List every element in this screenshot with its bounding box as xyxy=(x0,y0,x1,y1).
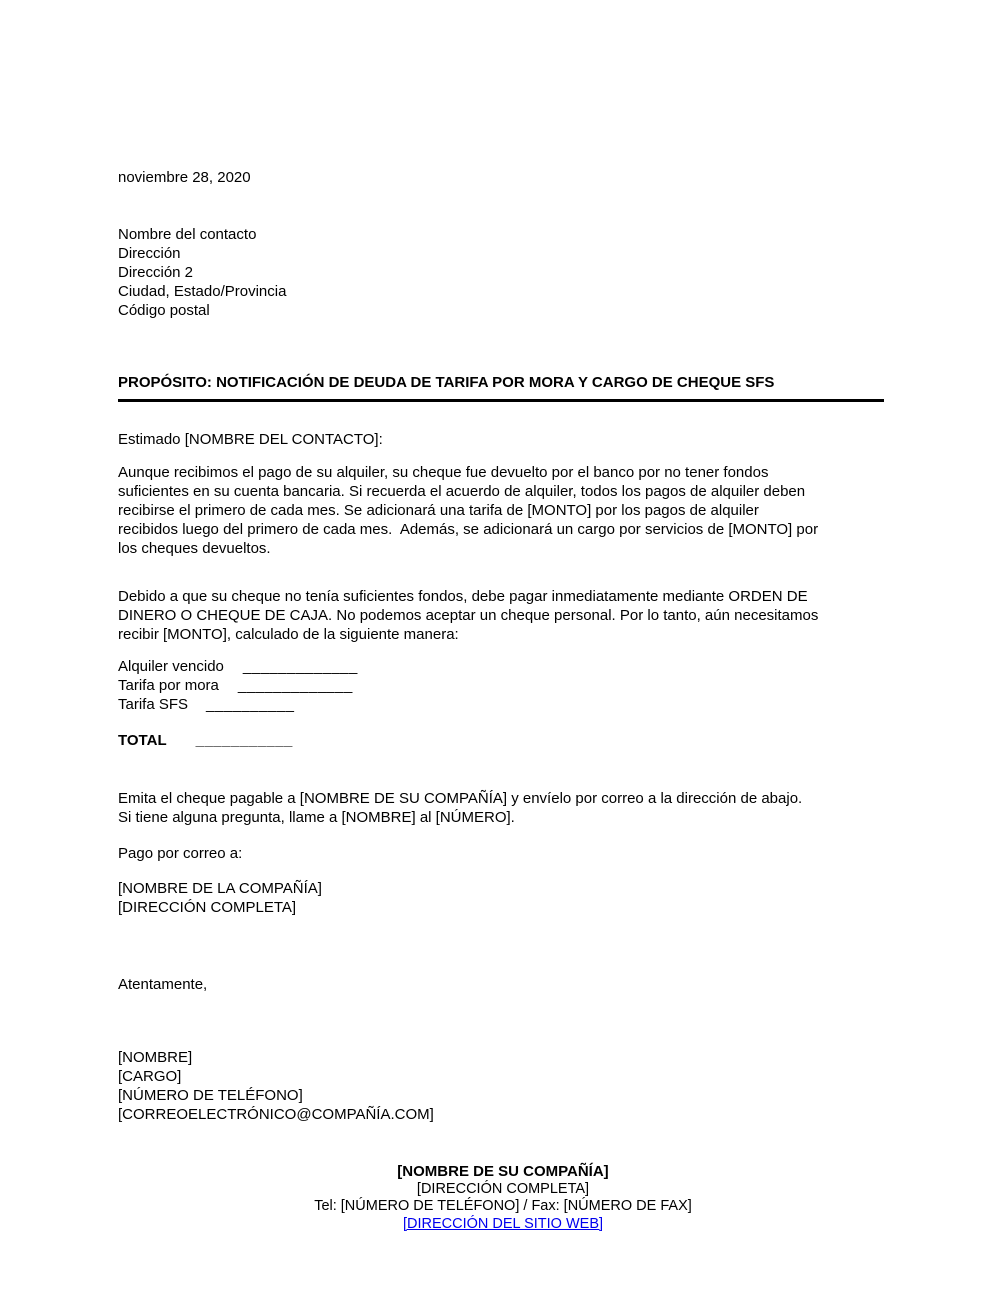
closing: Atentamente, xyxy=(118,976,208,993)
amount-label: Alquiler vencido xyxy=(118,658,224,675)
body-paragraph-1-line: Aunque recibimos el pago de su alquiler, su cheque fue devuelto por el banco por no tener fondos xyxy=(118,464,769,481)
footer-website-link[interactable]: [DIRECCIÓN DEL SITIO WEB] xyxy=(402,1215,604,1232)
amount-label: Tarifa SFS xyxy=(118,696,189,713)
letter-footer xyxy=(118,1163,888,1233)
body-paragraph-1 xyxy=(118,463,888,558)
body-paragraph-2-line: recibir [MONTO], calculado de la siguiente manera: xyxy=(118,626,459,643)
footer-tel-fax: Tel: [NÚMERO DE TELÉFONO] / Fax: [NÚMERO DE FAX] xyxy=(314,1198,692,1214)
mail-to-company: [NOMBRE DE LA COMPAÑÍA] xyxy=(118,880,322,897)
body-paragraph-1-line: recibirse el primero de cada mes. Se adicionará una tarifa de [MONTO] por los pagos de alquiler xyxy=(118,502,759,519)
recipient-block xyxy=(118,225,888,320)
body-paragraph-3-line: Emita el cheque pagable a [NOMBRE DE SU COMPAÑÍA] y envíelo por correo a la dirección de abajo. xyxy=(118,790,803,807)
footer-address: [DIRECCIÓN COMPLETA] xyxy=(416,1180,590,1197)
amount-row-tarifa-sfs xyxy=(118,695,888,714)
total-row xyxy=(118,731,888,750)
letter-date: noviembre 28, 2020 xyxy=(118,169,251,186)
footer-company-name: [NOMBRE DE SU COMPAÑÍA] xyxy=(397,1163,609,1180)
body-paragraph-1-line: los cheques devueltos. xyxy=(118,540,271,557)
recipient-postal-code: Código postal xyxy=(118,302,210,319)
subject-divider xyxy=(118,399,884,402)
body-paragraph-1-line: recibidos luego del primero de cada mes. Además, se adicionará un cargo por servicios de [MONTO] por xyxy=(118,521,819,538)
signature-title: [CARGO] xyxy=(118,1068,182,1085)
recipient-name: Nombre del contacto xyxy=(118,226,257,243)
mail-to-label: Pago por correo a: xyxy=(118,845,243,862)
recipient-address-1: Dirección xyxy=(118,245,181,262)
total-label: TOTAL xyxy=(118,732,167,749)
subject-line: PROPÓSITO: NOTIFICACIÓN DE DEUDA DE TARIFA POR MORA Y CARGO DE CHEQUE SFS xyxy=(118,374,775,391)
amount-row-alquiler-vencido xyxy=(118,657,888,676)
recipient-address-2: Dirección 2 xyxy=(118,264,194,281)
signature-email: [CORREOELECTRÓNICO@COMPAÑÍA.COM] xyxy=(118,1106,434,1123)
recipient-city-state: Ciudad, Estado/Provincia xyxy=(118,283,287,300)
signature-name: [NOMBRE] xyxy=(118,1049,193,1066)
body-paragraph-2-line: DINERO O CHEQUE DE CAJA. No podemos aceptar un cheque personal. Por lo tanto, aún necesitamos xyxy=(118,607,819,624)
body-paragraph-3-line: Si tiene alguna pregunta, llame a [NOMBRE] al [NÚMERO]. xyxy=(118,809,515,826)
amount-blank-line: __________ xyxy=(206,696,295,713)
amounts-list xyxy=(118,657,888,714)
body-paragraph-2-line: Debido a que su cheque no tenía suficientes fondos, debe pagar inmediatamente mediante ORDEN DE xyxy=(118,588,808,605)
body-paragraph-1-line: suficientes en su cuenta bancaria. Si recuerda el acuerdo de alquiler, todos los pagos de alquiler deben xyxy=(118,483,806,500)
amount-blank-line: _____________ xyxy=(242,658,358,675)
signature-phone: [NÚMERO DE TELÉFONO] xyxy=(118,1087,303,1104)
signature-block xyxy=(118,1048,888,1124)
mail-to-address: [DIRECCIÓN COMPLETA] xyxy=(118,899,297,916)
body-paragraph-3 xyxy=(118,789,888,827)
amount-blank-line: _____________ xyxy=(237,677,353,694)
total-blank-line: ___________ xyxy=(195,732,293,749)
salutation: Estimado [NOMBRE DEL CONTACTO]: xyxy=(118,431,383,448)
body-paragraph-2 xyxy=(118,587,888,644)
amount-label: Tarifa por mora xyxy=(118,677,219,694)
mail-to-block xyxy=(118,879,888,917)
amount-row-tarifa-por-mora xyxy=(118,676,888,695)
